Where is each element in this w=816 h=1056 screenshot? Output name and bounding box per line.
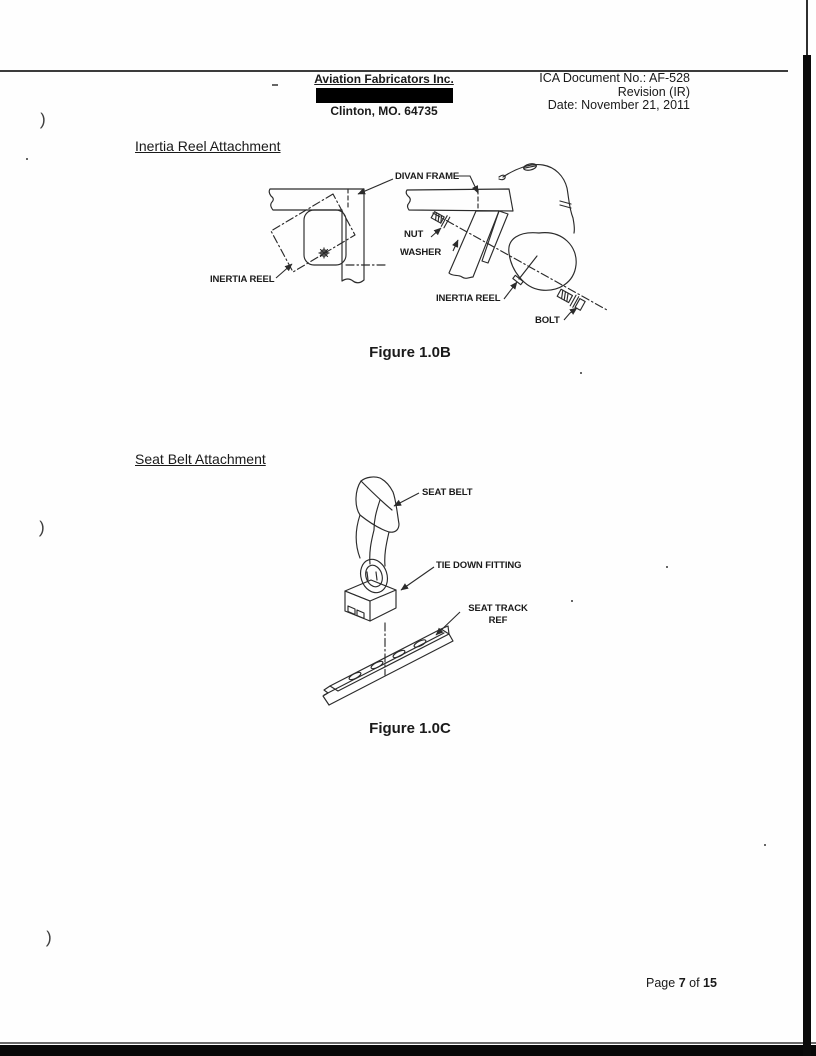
company-name: Aviation Fabricators Inc. [314, 72, 454, 86]
nut-washer-symbol [430, 209, 450, 227]
doc-revision: Revision (IR) [617, 84, 690, 99]
label-seat-belt: SEAT BELT [422, 487, 473, 498]
page-current: 7 [678, 976, 686, 990]
scan-speck [666, 566, 668, 568]
scan-edge-line-right [806, 0, 808, 57]
bolt-symbol-left [319, 248, 329, 258]
doc-number: ICA Document No.: AF-528 [539, 71, 690, 85]
figure-1-0C-diagram [300, 460, 580, 722]
bolt-symbol-right [556, 288, 585, 312]
scan-speck [764, 844, 766, 846]
label-inertia-reel-left: INERTIA REEL [210, 274, 275, 285]
label-divan-frame: DIVAN FRAME [395, 171, 460, 182]
scan-speck [580, 372, 582, 374]
section-heading-inertia-reel: Inertia Reel Attachment [135, 138, 281, 154]
label-washer: WASHER [400, 247, 442, 258]
inertia-reel-line-art [200, 158, 620, 358]
label-bolt: BOLT [535, 315, 560, 326]
redacted-address-bar [316, 88, 453, 103]
scan-speck [272, 84, 278, 86]
belt-buckle [523, 163, 537, 172]
of-word: of [689, 976, 700, 990]
seat-track-shape [323, 626, 453, 705]
label-seat-track: SEAT TRACK [468, 603, 528, 614]
company-city: Clinton, MO. 64735 [330, 104, 438, 118]
label-seat-track-ref [463, 603, 533, 627]
tie-down-fitting-shape [345, 580, 396, 621]
scan-margin-mark: ) [39, 109, 47, 130]
page-number-footer [646, 976, 717, 990]
seat-belt-line-art [300, 460, 580, 722]
label-inertia-reel-right: INERTIA REEL [436, 293, 501, 304]
section-heading-seat-belt: Seat Belt Attachment [135, 451, 266, 467]
scan-margin-mark: ) [38, 517, 46, 538]
belt-loop [356, 556, 391, 596]
scan-speck [571, 600, 573, 602]
scan-edge-line-bottom [0, 1042, 816, 1044]
figure-1-0B-diagram [200, 158, 620, 358]
label-ref: REF [488, 615, 508, 626]
scan-margin-mark: ) [45, 927, 53, 948]
scan-edge-bar-right [803, 55, 811, 1056]
scan-edge-bar-bottom [0, 1045, 816, 1056]
page-word: Page [646, 976, 676, 990]
header-document-info [440, 72, 690, 113]
doc-date: Date: November 21, 2011 [547, 98, 690, 112]
label-tie-down-fitting: TIE DOWN FITTING [436, 560, 522, 571]
label-nut: NUT [404, 229, 424, 240]
page-total: 15 [703, 976, 717, 990]
figure-1-0B-caption: Figure 1.0B [369, 344, 451, 361]
figure-1-0C-caption: Figure 1.0C [369, 720, 451, 737]
scan-speck [26, 158, 28, 160]
